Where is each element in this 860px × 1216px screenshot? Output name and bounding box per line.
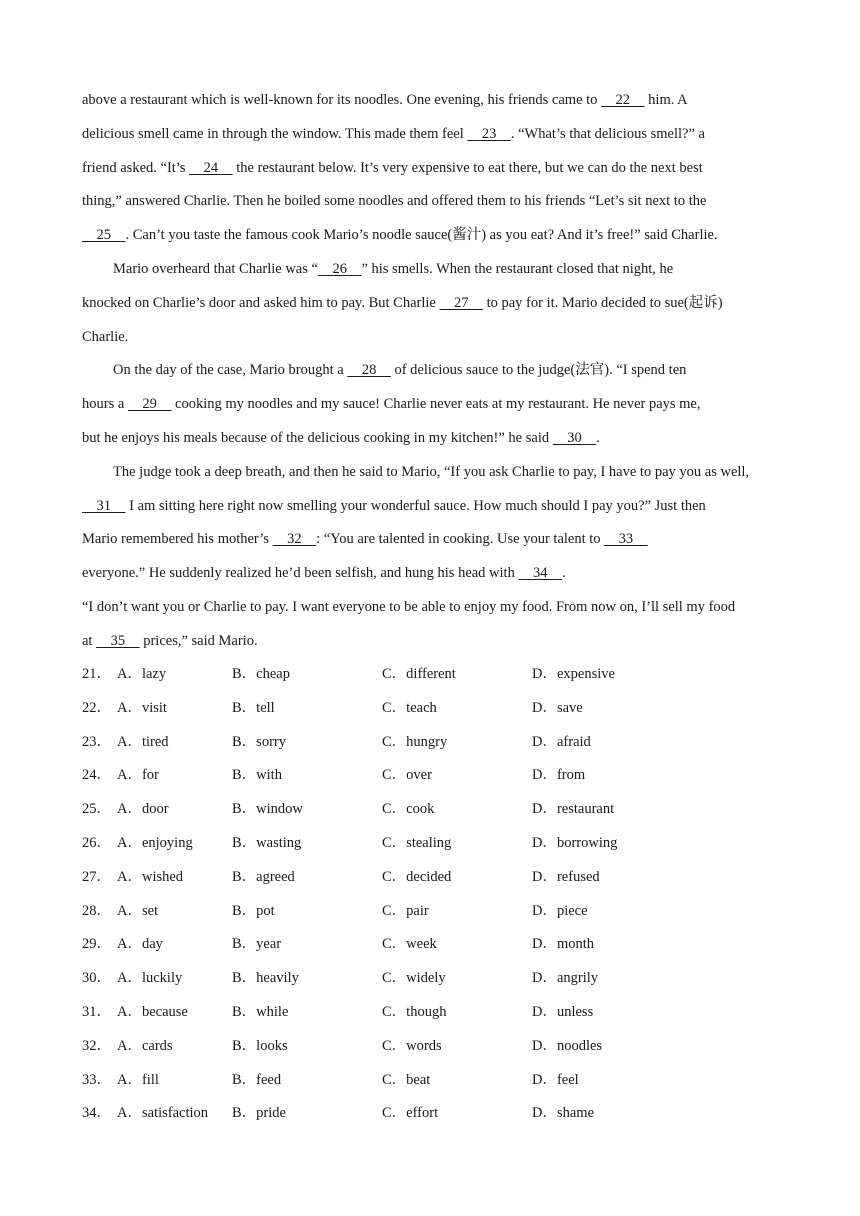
- passage-text: “I don’t want you or Charlie to pay. I want everyone to be able to enjoy my food. From now on, I’ll sell my food: [82, 599, 736, 615]
- answer-blank: 24: [189, 159, 233, 176]
- option-b: B．pot: [232, 902, 275, 919]
- option-d: D．angrily: [532, 970, 599, 987]
- option-d: D．unless: [532, 1004, 594, 1020]
- passage-text: hours a: [82, 396, 128, 413]
- answer-blank: 23: [467, 125, 511, 142]
- option-d: D．restaurant: [532, 801, 615, 818]
- question-row: [0, 799, 860, 819]
- option-a: A．for: [117, 767, 159, 784]
- passage-text: him. A: [644, 92, 688, 108]
- option-a: A．because: [117, 1004, 188, 1020]
- option-b: B．sorry: [232, 733, 286, 750]
- question-number: 21．: [82, 666, 111, 682]
- passage-line: [82, 124, 782, 144]
- answer-blank: 34: [518, 565, 562, 582]
- passage-line: [82, 529, 782, 549]
- passage-text: to pay for it. Mario decided to sue(起诉): [482, 294, 723, 311]
- question-row: [0, 732, 860, 752]
- passage-text: Charlie.: [82, 328, 129, 345]
- answer-blank: 31: [82, 497, 126, 514]
- option-a: A．wished: [117, 868, 184, 885]
- option-c: C．pair: [382, 902, 429, 919]
- option-d: D．from: [532, 767, 586, 784]
- passage-line: [113, 259, 782, 279]
- passage-line: [82, 428, 782, 448]
- option-c: C．beat: [382, 1071, 431, 1088]
- passage-text: Mario remembered his mother’s: [82, 531, 273, 548]
- question-row: [0, 934, 860, 954]
- passage-line: [113, 462, 782, 482]
- option-c: C．decided: [382, 868, 452, 885]
- passage-text: at: [82, 632, 97, 649]
- option-c: C．cook: [382, 801, 435, 818]
- option-d: D．piece: [532, 902, 588, 919]
- passage-text: the restaurant below. It’s very expensive to eat there, but we can do the next best: [232, 159, 703, 176]
- option-c: C．effort: [382, 1105, 439, 1122]
- passage-text: .: [561, 565, 566, 582]
- option-b: B．with: [232, 767, 282, 784]
- option-b: B．agreed: [232, 868, 295, 885]
- option-d: D．expensive: [532, 666, 615, 682]
- question-row: [0, 867, 860, 887]
- passage-text: knocked on Charlie’s door and asked him to pay. But Charlie: [82, 294, 440, 311]
- question-number: 22．: [82, 699, 111, 716]
- passage-text: but he enjoys his meals because of the delicious cooking in my kitchen!” he said: [82, 430, 553, 446]
- passage-text: of delicious sauce to the judge(法官). “I spend ten: [390, 362, 687, 379]
- option-b: B．heavily: [232, 970, 299, 987]
- question-number: 29．: [82, 936, 111, 953]
- option-a: A．fill: [117, 1071, 159, 1088]
- passage-text: The judge took a deep breath, and then he said to Mario, “If you ask Charlie to pay, I have to pay you as well,: [113, 463, 750, 480]
- option-c: C．hungry: [382, 733, 448, 750]
- option-c: C．over: [382, 767, 432, 784]
- option-d: D．shame: [532, 1105, 595, 1122]
- passage-text: above a restaurant which is well-known for its noodles. One evening, his friends came to: [82, 92, 602, 108]
- option-a: A．enjoying: [117, 835, 193, 851]
- option-c: C．widely: [382, 970, 446, 987]
- passage-text: I am sitting here right now smelling your wonderful sauce. How much should I pay you?” Just then: [125, 497, 706, 514]
- passage-text: everyone.” He suddenly realized he’d been selfish, and hung his head with: [82, 565, 519, 582]
- question-number: 27．: [82, 868, 111, 885]
- option-d: D．borrowing: [532, 835, 618, 851]
- answer-blank: 35: [96, 632, 140, 649]
- passage-line: [82, 597, 782, 617]
- passage-line: [82, 631, 782, 651]
- passage-text: . “What’s that delicious smell?” a: [510, 125, 705, 142]
- option-c: C．though: [382, 1004, 447, 1020]
- answer-blank: 33: [604, 531, 648, 548]
- question-number: 25．: [82, 801, 111, 818]
- option-c: C．teach: [382, 699, 437, 716]
- option-a: A．luckily: [117, 970, 183, 987]
- option-d: D．noodles: [532, 1037, 603, 1054]
- question-number: 30．: [82, 970, 111, 987]
- option-b: B．window: [232, 801, 303, 818]
- answer-blank: 29: [127, 396, 172, 413]
- option-a: A．door: [117, 801, 169, 818]
- passage-line: [82, 90, 782, 110]
- passage-line: [82, 191, 782, 211]
- question-number: 23．: [82, 733, 111, 750]
- passage-line: [82, 158, 782, 178]
- passage-line: [82, 293, 782, 313]
- passage-line: [82, 563, 782, 583]
- option-c: C．words: [382, 1037, 442, 1054]
- option-b: B．while: [232, 1004, 289, 1020]
- option-a: A．visit: [117, 699, 167, 716]
- passage-text: On the day of the case, Mario brought a: [113, 362, 348, 379]
- passage-text: .: [596, 430, 600, 446]
- passage-line: [82, 225, 782, 245]
- option-b: B．looks: [232, 1037, 288, 1054]
- option-b: B．feed: [232, 1071, 282, 1088]
- answer-blank: 28: [347, 362, 391, 379]
- question-row: [0, 664, 860, 684]
- answer-blank: 25: [82, 227, 126, 244]
- option-d: D．refused: [532, 868, 600, 885]
- option-b: B．cheap: [232, 666, 290, 682]
- question-row: [0, 1103, 860, 1123]
- passage-text: thing,” answered Charlie. Then he boiled some noodles and offered them to his friends “Let’s sit next to the: [82, 193, 707, 210]
- option-a: A．lazy: [117, 666, 167, 682]
- question-row: [0, 698, 860, 718]
- passage-line: [82, 496, 782, 516]
- option-d: D．month: [532, 936, 595, 953]
- question-row: [0, 765, 860, 785]
- question-number: 33．: [82, 1071, 111, 1088]
- option-c: C．different: [382, 666, 456, 682]
- passage-text: delicious smell came in through the window. This made them feel: [82, 125, 468, 142]
- passage-text: ” his smells. When the restaurant closed that night, he: [361, 261, 674, 277]
- option-a: A．set: [117, 902, 159, 919]
- passage-text: prices,” said Mario.: [139, 632, 258, 649]
- answer-blank: 32: [272, 531, 317, 548]
- answer-blank: 26: [317, 261, 362, 277]
- option-d: D．feel: [532, 1071, 579, 1088]
- passage-text: : “You are talented in cooking. Use your talent to: [316, 531, 605, 548]
- option-c: C．stealing: [382, 835, 452, 851]
- option-a: A．satisfaction: [117, 1105, 209, 1122]
- answer-blank: 30: [552, 430, 597, 446]
- question-row: [0, 901, 860, 921]
- passage-text: friend asked. “It’s: [82, 159, 190, 176]
- passage-line: [82, 394, 782, 414]
- answer-blank: 27: [439, 294, 483, 311]
- question-number: 31．: [82, 1004, 111, 1020]
- option-a: A．cards: [117, 1037, 173, 1054]
- question-number: 24．: [82, 767, 111, 784]
- option-d: D．save: [532, 699, 583, 716]
- option-b: B．wasting: [232, 835, 302, 851]
- option-a: A．day: [117, 936, 163, 953]
- question-row: [0, 968, 860, 988]
- passage-text: cooking my noodles and my sauce! Charlie never eats at my restaurant. He never pays me,: [171, 396, 701, 413]
- question-number: 32．: [82, 1037, 111, 1054]
- question-row: [0, 1036, 860, 1056]
- option-b: B．pride: [232, 1105, 286, 1122]
- option-d: D．afraid: [532, 733, 591, 750]
- question-number: 26．: [82, 835, 111, 851]
- option-a: A．tired: [117, 733, 169, 750]
- question-number: 34．: [82, 1105, 111, 1122]
- passage-text: . Can’t you taste the famous cook Mario’s noodle sauce(酱汁) as you eat? And it’s free!” said Charlie.: [125, 227, 718, 244]
- option-b: B．tell: [232, 699, 275, 716]
- passage-text: Mario overheard that Charlie was “: [113, 261, 318, 277]
- passage-line: [113, 360, 782, 380]
- question-row: [0, 1002, 860, 1022]
- question-row: [0, 833, 860, 853]
- question-row: [0, 1070, 860, 1090]
- passage-line: [82, 327, 782, 347]
- question-number: 28．: [82, 902, 111, 919]
- option-c: C．week: [382, 936, 437, 953]
- option-b: B．year: [232, 936, 282, 953]
- answer-blank: 22: [601, 92, 645, 108]
